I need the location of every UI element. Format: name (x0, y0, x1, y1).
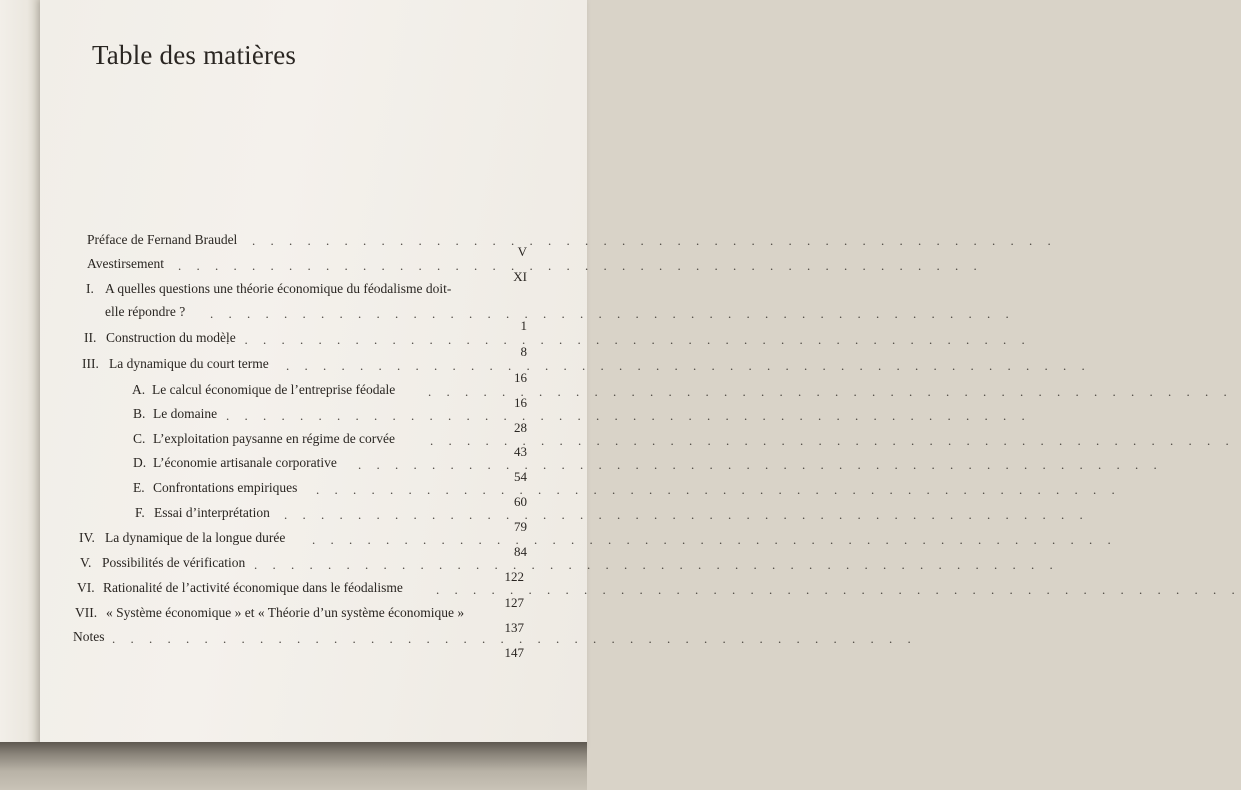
toc-entry-number: F. (135, 505, 145, 520)
toc-leader: . . . . . . . . . . . . . . . . . . . . . . . . . . . . . . . . . . . . . . . . . . . . (252, 233, 1057, 248)
toc-entry-number: A. (132, 382, 146, 397)
toc-leader: . . . . . . . . . . . . . . . . . . . . . . . . . . . . . . . . . . . . . . . . . . . . (286, 358, 1091, 373)
page-bottom-shadow (0, 742, 587, 790)
toc-leader: . . . . . . . . . . . . . . . . . . . . . . . . . . . . . . . . . . . . . . . . . . . . (312, 532, 1117, 547)
toc-leader: . . . . . . . . . . . . . . . . . . . . . . . . . . . . . . . . . . . . . . . . . . . . (112, 631, 917, 646)
toc-entry-label: elle répondre ? (105, 304, 186, 319)
toc-entry-chapter-1-continued (105, 304, 185, 320)
toc-entry-section-d (133, 455, 337, 471)
toc-entry-number: III. (82, 356, 99, 371)
toc-entry-number: IV. (79, 530, 95, 545)
toc-entry-number: D. (133, 455, 147, 470)
toc-page-number: V (517, 244, 527, 259)
toc-entry-chapter-1 (86, 281, 451, 297)
toc-entry-label: Possibilités de vérification (102, 555, 246, 570)
toc-entry-label: Rationalité de l’activité économique dans le féodalisme (103, 580, 403, 595)
toc-page-number: 16 (514, 370, 527, 385)
toc-entry-label: Préface de Fernand Braudel (87, 232, 238, 247)
toc-entry-label: « Système économique » et « Théorie d’un système économique » (106, 605, 465, 620)
toc-entry-notes (73, 629, 105, 645)
toc-leader: . . . . . . . . . . . . . . . . . . . . . . . . . . . . . . . . . . . . . . . . . . . . (254, 557, 1059, 572)
toc-entry-label: Confrontations empiriques (153, 480, 298, 495)
toc-entry-label: L’économie artisanale corporative (153, 455, 337, 470)
toc-entry-chapter-2 (84, 330, 236, 346)
toc-entry-avertissement (87, 256, 164, 272)
toc-entry-section-a (132, 382, 395, 398)
toc-page-number: 60 (514, 494, 527, 509)
toc-page-number: 28 (514, 420, 527, 435)
toc-entry-number: B. (133, 406, 146, 421)
toc-entry-label: La dynamique de la longue durée (105, 530, 286, 545)
toc-entry-label: Notes (73, 629, 105, 644)
toc-entry-label: Le domaine (153, 406, 218, 421)
toc-leader: . . . . . . . . . . . . . . . . . . . . . . . . . . . . . . . . . . . . . . . . . . . . (436, 582, 1241, 597)
toc-entry-number: I. (86, 281, 94, 296)
toc-entry-preface (87, 232, 237, 248)
toc-page-number: 127 (504, 595, 524, 610)
toc-entry-number: VII. (75, 605, 98, 620)
toc-entry-section-e (133, 480, 297, 496)
toc-entry-section-c (133, 431, 395, 447)
toc-leader: . . . . . . . . . . . . . . . . . . . . . . . . . . . . . . . . . . . . . . . . . . . . (284, 507, 1089, 522)
toc-page-number: 137 (504, 620, 524, 635)
toc-entry-chapter-6 (77, 580, 403, 596)
toc-entry-section-b (133, 406, 217, 422)
toc-leader: . . . . . . . . . . . . . . . . . . . . . . . . . . . . . . . . . . . . . . . . . . . . (226, 408, 1031, 423)
toc-entry-chapter-4 (79, 530, 285, 546)
book-page (40, 0, 1241, 748)
toc-entry-label: Construction du modèle (106, 330, 236, 345)
toc-entry-number: E. (133, 480, 145, 495)
table-of-contents (40, 0, 1241, 748)
toc-entry-label: La dynamique du court terme (109, 356, 269, 371)
toc-entry-label: A quelles questions une théorie économique du féodalisme doit- (105, 281, 452, 296)
toc-page-number: 16 (514, 395, 527, 410)
toc-entry-number: VI. (77, 580, 95, 595)
toc-page-number: 122 (504, 569, 524, 584)
toc-entry-number: II. (84, 330, 97, 345)
toc-leader: . . . . . . . . . . . . . . . . . . . . . . . . . . . . . . . . . . . . . . . . . . . . (428, 384, 1233, 399)
toc-page-number: 147 (504, 645, 524, 660)
toc-entry-chapter-7 (75, 605, 464, 621)
toc-leader: . . . . . . . . . . . . . . . . . . . . . . . . . . . . . . . . . . . . . . . . . . . . (226, 332, 1031, 347)
toc-entry-label: Le calcul économique de l’entreprise féodale (152, 382, 396, 397)
toc-entry-label: L’exploitation paysanne en régime de corvée (153, 431, 396, 446)
toc-page-number: XI (513, 269, 527, 284)
toc-leader: . . . . . . . . . . . . . . . . . . . . . . . . . . . . . . . . . . . . . . . . . . . . (358, 457, 1163, 472)
toc-page-number: 43 (514, 444, 527, 459)
toc-entry-number: V. (80, 555, 92, 570)
toc-entry-chapter-3 (82, 356, 269, 372)
page-title: Table des matières (92, 40, 297, 70)
toc-entry-section-f (135, 505, 270, 521)
toc-leader: . . . . . . . . . . . . . . . . . . . . . . . . . . . . . . . . . . . . . . . . . . . . (210, 306, 1015, 321)
toc-page-number: 54 (514, 469, 527, 484)
toc-leader: . . . . . . . . . . . . . . . . . . . . . . . . . . . . . . . . . . . . . . . . . . . . (316, 482, 1121, 497)
toc-entry-chapter-5 (80, 555, 245, 571)
toc-page-number: 79 (514, 519, 527, 534)
toc-page-number: 8 (520, 344, 527, 359)
toc-entry-label: Essai d’interprétation (154, 505, 270, 520)
toc-entry-label: Avestirsement (87, 256, 164, 271)
toc-leader: . . . . . . . . . . . . . . . . . . . . . . . . . . . . . . . . . . . . . . . . . . . . (430, 433, 1235, 448)
toc-page-number: 84 (514, 544, 527, 559)
toc-entry-number: C. (133, 431, 146, 446)
toc-page-number: 1 (520, 318, 527, 333)
toc-leader: . . . . . . . . . . . . . . . . . . . . . . . . . . . . . . . . . . . . . . . . . . . . (178, 258, 983, 273)
